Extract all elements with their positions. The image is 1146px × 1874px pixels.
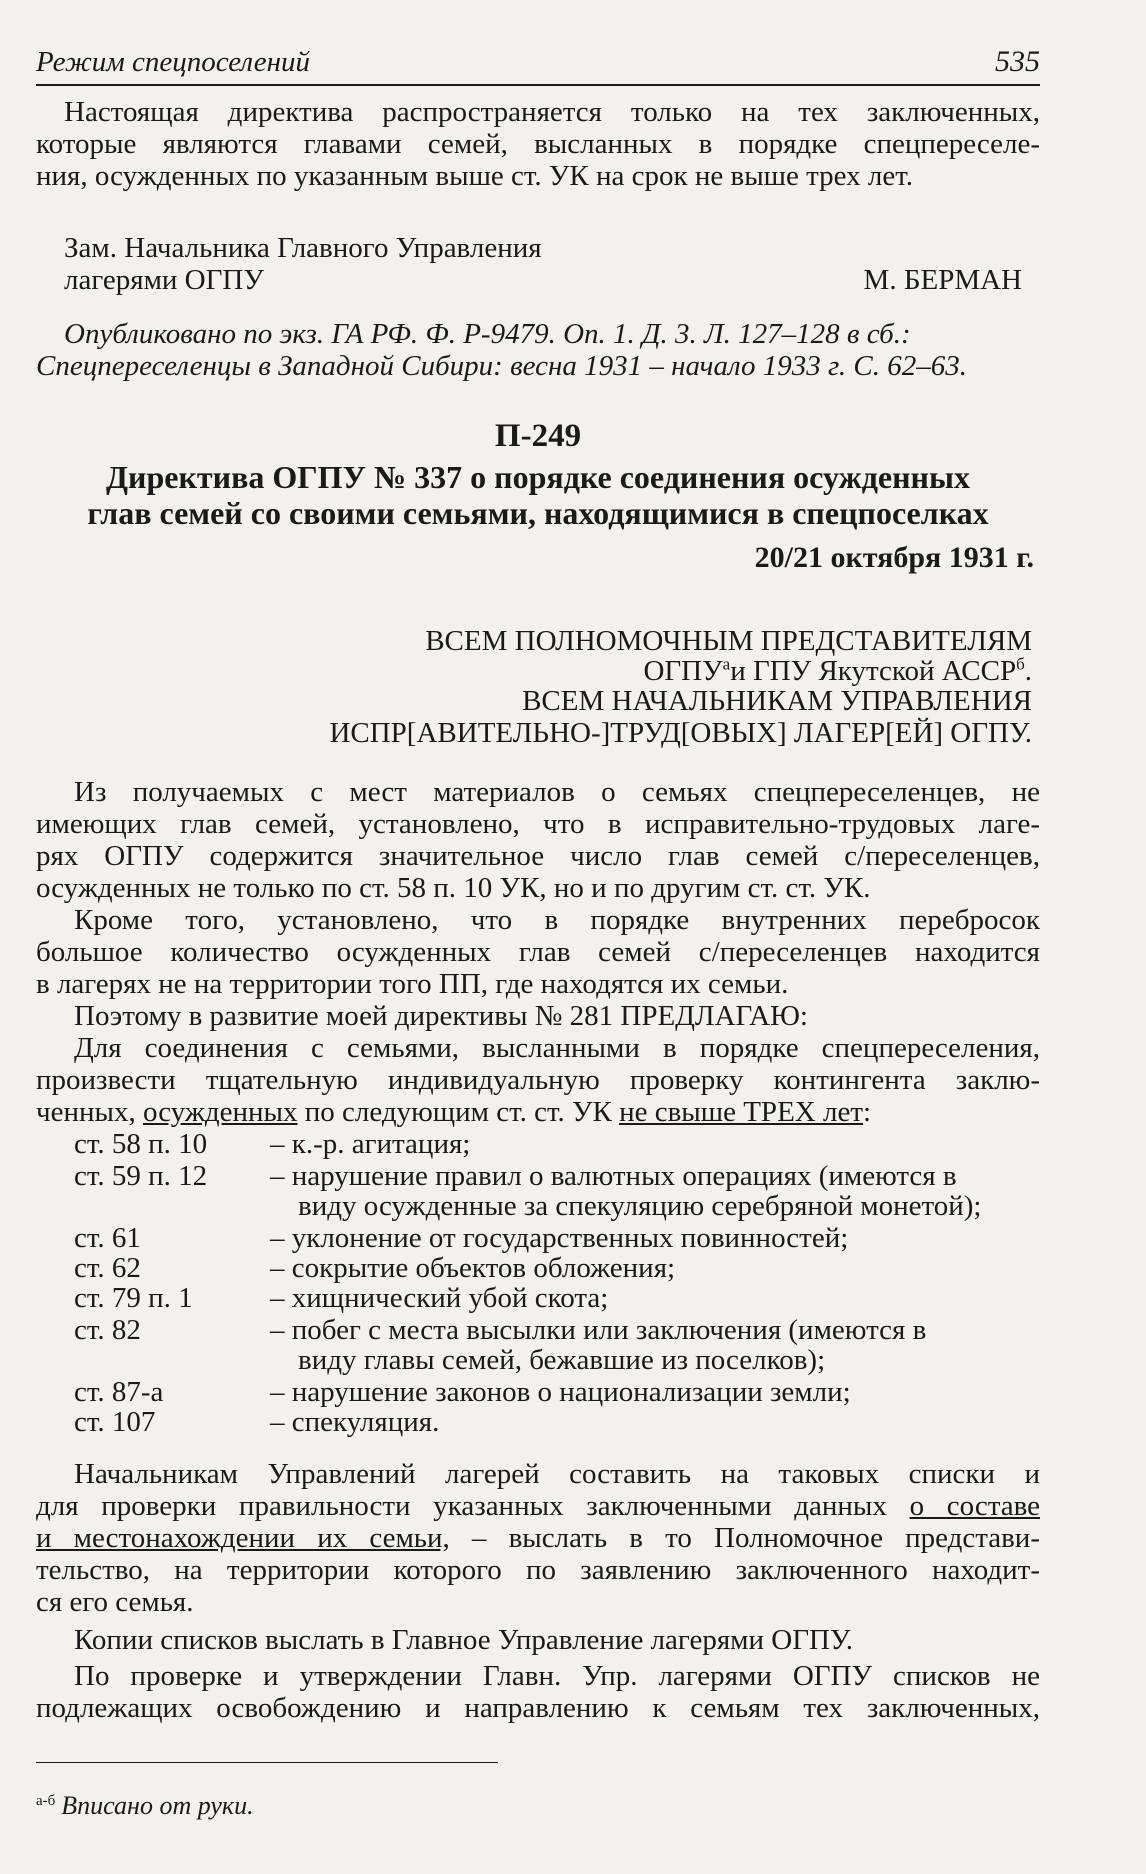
text-span: по следующим ст. ст. УК	[297, 1096, 620, 1128]
text-span: ченных,	[36, 1096, 143, 1128]
footnote-mark: б	[1016, 654, 1025, 674]
signature-position: Зам. Начальника Главного Управления	[64, 232, 542, 264]
page-number: 535	[995, 45, 1040, 78]
footnote-text: Вписано от руки.	[61, 1791, 254, 1820]
text-line: которые являются главами семей, высланных в порядке спецпереселе-	[36, 128, 1040, 160]
text-line	[36, 1096, 1040, 1128]
text-line: Поэтому в развитие моей директивы № 281 ПРЕДЛАГАЮ:	[74, 1000, 808, 1032]
signature-position-2: лагерями ОГПУ	[64, 264, 264, 296]
document-heading	[36, 420, 1040, 580]
text-line	[36, 1522, 1040, 1554]
text-line: большое количество осужденных глав семей с/переселенцев находится	[36, 936, 1040, 968]
body-paragraph	[36, 1458, 1040, 1618]
text-line: Начальникам Управлений лагерей составить на таковых списки и	[74, 1458, 1040, 1490]
publication-line: Опубликовано по экз. ГА РФ. Ф. Р-9479. Оп. 1. Д. 3. Л. 127–128 в сб.:	[64, 318, 911, 350]
article-number: ст. 107	[74, 1406, 156, 1438]
publication-line: Спецпереселенцы в Западной Сибири: весна 1931 – начало 1933 г. С. 62–63.	[36, 350, 968, 382]
signature-name: М. БЕРМАН	[863, 264, 1022, 296]
article-number: ст. 59 п. 12	[74, 1160, 208, 1192]
footnote-mark: а-б	[36, 1793, 56, 1809]
text-line	[36, 1490, 1040, 1522]
text-line: в лагерях не на территории того ПП, где находятся их семьи.	[36, 968, 789, 1000]
underlined-text: о составе	[909, 1490, 1040, 1522]
article-number: ст. 87-а	[74, 1376, 164, 1408]
body-paragraph	[36, 904, 1040, 1000]
article-description: – спекуляция.	[270, 1406, 440, 1438]
text-span: для проверки правильности указанных заключенными данных	[36, 1490, 910, 1522]
body-paragraph	[36, 1000, 1040, 1032]
document-number: П-249	[494, 418, 582, 454]
article-description-cont: виду главы семей, бежавшие из поселков);	[298, 1344, 826, 1376]
text-line: Настоящая директива распространяется только на тех заключенных,	[64, 96, 1040, 128]
body-paragraph	[36, 776, 1040, 904]
article-description: – нарушение законов о национализации земли;	[270, 1376, 851, 1408]
article-number: ст. 82	[74, 1314, 141, 1346]
article-description: – нарушение правил о валютных операциях (имеются в	[270, 1160, 957, 1192]
addressee-line: ВСЕМ НАЧАЛЬНИКАМ УПРАВЛЕНИЯ	[522, 685, 1032, 717]
body-paragraph	[36, 1032, 1040, 1128]
text-line: Из получаемых с мест материалов о семьях спецпереселенцев, не	[74, 776, 1040, 808]
article-description: – побег с места высылки или заключения (имеются в	[270, 1314, 927, 1346]
body-paragraph	[36, 1660, 1040, 1724]
text-line: тельство, на территории которого по заявлению заключенного находит-	[36, 1554, 1040, 1586]
footnote-divider	[36, 1762, 498, 1763]
text-line: рях ОГПУ содержится значительное число глав семей с/переселенцев,	[36, 840, 1040, 872]
footnote-mark: а	[722, 654, 731, 674]
running-title: Режим спецпоселений	[36, 46, 311, 78]
document-title-line: глав семей со своими семьями, находящимися в спецпоселках	[87, 495, 989, 531]
intro-paragraph	[36, 96, 1040, 192]
article-number: ст. 61	[74, 1222, 141, 1254]
article-description: – к.-р. агитация;	[270, 1128, 471, 1160]
addressee-line: ВСЕМ ПОЛНОМОЧНЫМ ПРЕДСТАВИТЕЛЯМ	[425, 625, 1032, 657]
publication-note	[36, 318, 1040, 382]
text-line: ния, осужденных по указанным выше ст. УК на срок не выше трех лет.	[36, 160, 913, 192]
text-line: ся его семья.	[36, 1586, 194, 1618]
text-line: подлежащих освобождению и направлению к семьям тех заключенных,	[36, 1692, 1040, 1724]
text-line: осужденных не только по ст. 58 п. 10 УК, но и по другим ст. ст. УК.	[36, 872, 871, 904]
text-line: Копии списков выслать в Главное Управление лагерями ОГПУ.	[74, 1624, 853, 1656]
text-line: Для соединения с семьями, высланными в порядке спецпереселения,	[74, 1032, 1040, 1064]
text-line: имеющих глав семей, установлено, что в исправительно-трудовых лаге-	[36, 808, 1040, 840]
article-list	[36, 1128, 1040, 1438]
article-number: ст. 79 п. 1	[74, 1282, 193, 1314]
running-header	[36, 40, 1040, 86]
document-date: 20/21 октября 1931 г.	[754, 541, 1034, 574]
footnote	[36, 1790, 254, 1823]
addressee-line	[643, 656, 1032, 686]
body-paragraph	[36, 1624, 1040, 1656]
article-description: – хищнический убой скота;	[270, 1282, 609, 1314]
text-span: :	[863, 1096, 872, 1128]
text-line: Кроме того, установлено, что в порядке внутренних переброcок	[74, 904, 1040, 936]
addressee-text: ОГПУ	[643, 655, 723, 687]
underlined-text: и местонахождении их семьи,	[36, 1522, 450, 1554]
underlined-text: не свыше ТРЕХ лет	[619, 1096, 863, 1128]
signature-block	[36, 232, 1040, 296]
article-number: ст. 58 п. 10	[74, 1128, 208, 1160]
article-description: – сокрытие объектов обложения;	[270, 1252, 676, 1284]
addressee-line: ИСПР[АВИТЕЛЬНО-]ТРУД[ОВЫХ] ЛАГЕР[ЕЙ] ОГПУ.	[329, 717, 1032, 749]
article-description: – уклонение от государственных повинностей;	[270, 1222, 849, 1254]
addressee-text: .	[1024, 655, 1032, 687]
document-title-line: Директива ОГПУ № 337 о порядке соединения осужденных	[106, 459, 970, 495]
article-description-cont: виду осужденные за спекуляцию серебряной монетой);	[298, 1190, 982, 1222]
underlined-text: осужденных	[142, 1096, 298, 1128]
text-span: – выслать в то Полномочное представи-	[449, 1522, 1040, 1554]
article-number: ст. 62	[74, 1252, 141, 1284]
addressees-block	[36, 626, 1040, 756]
addressee-text: и ГПУ Якутской АССР	[730, 655, 1017, 687]
text-line: произвести тщательную индивидуальную проверку контингента заклю-	[36, 1064, 1040, 1096]
text-line: По проверке и утверждении Главн. Упр. лагерями ОГПУ списков не	[74, 1660, 1040, 1692]
